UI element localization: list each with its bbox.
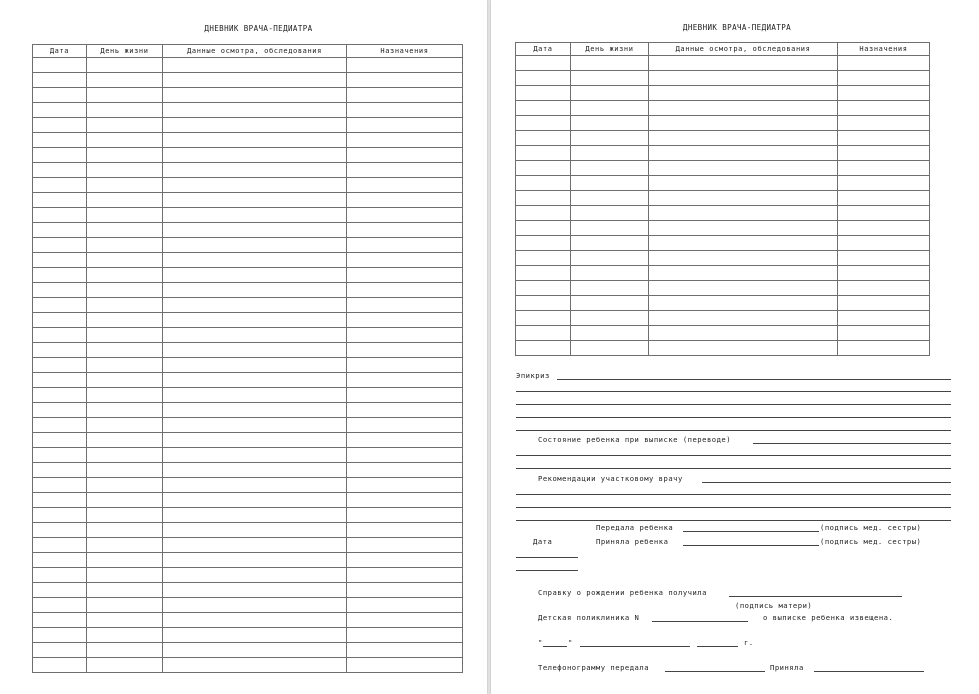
table-cell[interactable] (163, 598, 347, 613)
date-quote-close: " (568, 638, 573, 647)
table-row (33, 448, 463, 463)
table-cell[interactable] (33, 598, 87, 613)
recommendations-line[interactable] (702, 482, 951, 483)
table-cell[interactable] (163, 538, 347, 553)
table-cell[interactable] (87, 628, 163, 643)
table-cell[interactable] (163, 193, 347, 208)
table-cell[interactable] (347, 328, 463, 343)
table-cell[interactable] (163, 283, 347, 298)
table-cell[interactable] (163, 568, 347, 583)
date-quote-open: " (538, 638, 543, 647)
right-page-title: ДНЕВНИК ВРАЧА-ПЕДИАТРА (682, 23, 792, 32)
epicrisis-line[interactable] (516, 391, 951, 392)
table-cell[interactable] (33, 508, 87, 523)
table-cell[interactable] (347, 613, 463, 628)
table-cell[interactable] (347, 298, 463, 313)
table-row (33, 463, 463, 478)
table-cell[interactable] (33, 163, 87, 178)
discharge-state-line[interactable] (516, 455, 951, 456)
table-cell[interactable] (87, 133, 163, 148)
table-row (33, 493, 463, 508)
table-row (33, 208, 463, 223)
table-cell[interactable] (33, 538, 87, 553)
table-cell[interactable] (163, 163, 347, 178)
table-cell[interactable] (347, 358, 463, 373)
table-cell[interactable] (87, 163, 163, 178)
table-cell[interactable] (347, 58, 463, 73)
table-cell[interactable] (33, 328, 87, 343)
discharge-state-label: Состояние ребенка при выписке (переводе) (538, 435, 732, 444)
table-cell[interactable] (33, 433, 87, 448)
table-cell[interactable] (163, 253, 347, 268)
table-cell[interactable] (163, 328, 347, 343)
table-cell[interactable] (163, 88, 347, 103)
table-cell[interactable] (87, 358, 163, 373)
table-row (33, 358, 463, 373)
table-row (33, 478, 463, 493)
clinic-number-line[interactable] (652, 621, 748, 622)
accepted-label: Приняла (770, 663, 804, 672)
table-cell[interactable] (87, 208, 163, 223)
table-cell[interactable] (347, 583, 463, 598)
table-row (33, 73, 463, 88)
epicrisis-label: Эпикриз (516, 371, 550, 380)
table-cell[interactable] (347, 73, 463, 88)
table-cell[interactable] (163, 613, 347, 628)
table-cell[interactable] (87, 448, 163, 463)
table-cell[interactable] (347, 88, 463, 103)
table-row (33, 613, 463, 628)
table-cell[interactable] (347, 373, 463, 388)
left-diary-rows (33, 58, 463, 673)
table-cell[interactable] (347, 448, 463, 463)
table-cell[interactable] (87, 118, 163, 133)
table-row (33, 373, 463, 388)
handed-over-signature-line[interactable] (683, 531, 819, 532)
table-cell[interactable] (163, 508, 347, 523)
table-row (33, 148, 463, 163)
table-cell[interactable] (33, 553, 87, 568)
table-cell[interactable] (163, 343, 347, 358)
table-row (33, 223, 463, 238)
table-cell[interactable] (87, 58, 163, 73)
recommendations-line[interactable] (516, 507, 951, 508)
table-row (33, 283, 463, 298)
table-cell[interactable] (347, 463, 463, 478)
table-cell[interactable] (87, 238, 163, 253)
table-cell[interactable] (33, 628, 87, 643)
col-header-prescriptions: Назначения (347, 45, 463, 58)
date-line[interactable] (516, 557, 578, 558)
table-row (33, 343, 463, 358)
table-row (33, 598, 463, 613)
table-cell[interactable] (33, 208, 87, 223)
table-cell[interactable] (347, 658, 463, 673)
table-cell[interactable] (347, 418, 463, 433)
clinic-notified-text: о выписке ребенка извещена. (763, 613, 894, 622)
date-line[interactable] (516, 570, 578, 571)
table-cell[interactable] (163, 478, 347, 493)
telegram-sender-line[interactable] (665, 671, 765, 672)
nurse-signature-caption: (подпись мед. сестры) (820, 537, 922, 546)
table-row (33, 238, 463, 253)
table-cell[interactable] (347, 553, 463, 568)
table-cell[interactable] (87, 508, 163, 523)
table-cell[interactable] (33, 478, 87, 493)
table-row (33, 568, 463, 583)
table-cell[interactable] (33, 238, 87, 253)
table-cell[interactable] (87, 583, 163, 598)
table-cell[interactable] (87, 478, 163, 493)
table-cell[interactable] (347, 403, 463, 418)
table-cell[interactable] (87, 283, 163, 298)
table-cell[interactable] (347, 193, 463, 208)
table-cell[interactable] (163, 643, 347, 658)
table-cell[interactable] (33, 493, 87, 508)
table-row (33, 313, 463, 328)
table-cell[interactable] (347, 178, 463, 193)
table-row (33, 508, 463, 523)
table-cell[interactable] (33, 613, 87, 628)
table-row (33, 658, 463, 673)
table-cell[interactable] (163, 103, 347, 118)
table-cell[interactable] (33, 463, 87, 478)
table-cell[interactable] (163, 403, 347, 418)
mother-signature-caption: (подпись матери) (735, 601, 813, 610)
table-row (33, 193, 463, 208)
table-cell[interactable] (87, 223, 163, 238)
table-cell[interactable] (87, 613, 163, 628)
table-row (33, 403, 463, 418)
table-cell[interactable] (33, 313, 87, 328)
table-cell[interactable] (163, 208, 347, 223)
table-cell[interactable] (87, 403, 163, 418)
col-header-date: Дата (33, 45, 87, 58)
left-page (0, 0, 487, 694)
table-row (33, 628, 463, 643)
table-cell[interactable] (347, 433, 463, 448)
table-cell[interactable] (347, 103, 463, 118)
mother-signature-line[interactable] (729, 596, 902, 597)
table-cell[interactable] (87, 73, 163, 88)
table-cell[interactable] (87, 373, 163, 388)
table-cell[interactable] (347, 598, 463, 613)
table-cell[interactable] (33, 103, 87, 118)
table-cell[interactable] (163, 553, 347, 568)
table-cell[interactable] (87, 88, 163, 103)
table-cell[interactable] (33, 148, 87, 163)
epicrisis-line[interactable] (557, 379, 951, 380)
left-page-title: ДНЕВНИК ВРАЧА-ПЕДИАТРА (204, 24, 313, 33)
table-cell[interactable] (163, 133, 347, 148)
table-cell[interactable] (163, 268, 347, 283)
table-cell[interactable] (33, 223, 87, 238)
table-cell[interactable] (163, 433, 347, 448)
table-cell[interactable] (163, 223, 347, 238)
table-cell[interactable] (33, 403, 87, 418)
epicrisis-line[interactable] (516, 430, 951, 431)
table-header-row (33, 45, 463, 58)
recommendations-line[interactable] (516, 520, 951, 521)
table-cell[interactable] (163, 493, 347, 508)
table-row (33, 268, 463, 283)
table-cell[interactable] (87, 328, 163, 343)
table-cell[interactable] (347, 508, 463, 523)
col-header-date: Дата (516, 43, 571, 56)
col-header-exam-data: Данные осмотра, обследования (163, 45, 347, 58)
table-cell[interactable] (87, 523, 163, 538)
table-cell[interactable] (347, 628, 463, 643)
table-cell[interactable] (33, 193, 87, 208)
table-row (33, 523, 463, 538)
table-row (33, 433, 463, 448)
table-cell[interactable] (163, 148, 347, 163)
table-cell[interactable] (33, 358, 87, 373)
table-cell[interactable] (87, 148, 163, 163)
table-cell[interactable] (33, 88, 87, 103)
table-row (33, 583, 463, 598)
table-cell[interactable] (87, 493, 163, 508)
table-cell[interactable] (33, 643, 87, 658)
table-cell[interactable] (347, 388, 463, 403)
table-cell[interactable] (33, 268, 87, 283)
table-row (33, 418, 463, 433)
table-cell[interactable] (347, 493, 463, 508)
table-cell[interactable] (87, 658, 163, 673)
table-cell[interactable] (347, 343, 463, 358)
discharge-state-line[interactable] (516, 468, 951, 469)
year-line[interactable] (697, 646, 738, 647)
telegram-label: Телефонограмму передала (538, 663, 650, 672)
year-suffix: г. (744, 638, 754, 647)
table-row (33, 538, 463, 553)
table-cell[interactable] (347, 268, 463, 283)
table-cell[interactable] (87, 553, 163, 568)
epicrisis-line[interactable] (516, 417, 951, 418)
col-header-prescriptions: Назначения (838, 43, 930, 56)
table-row (33, 133, 463, 148)
table-cell[interactable] (87, 253, 163, 268)
table-cell[interactable] (33, 658, 87, 673)
table-cell[interactable] (33, 298, 87, 313)
table-cell[interactable] (163, 418, 347, 433)
table-row (33, 103, 463, 118)
table-cell[interactable] (347, 643, 463, 658)
table-cell[interactable] (87, 388, 163, 403)
table-cell[interactable] (163, 238, 347, 253)
table-cell[interactable] (347, 568, 463, 583)
table-cell[interactable] (87, 103, 163, 118)
table-row (33, 553, 463, 568)
table-row (33, 253, 463, 268)
table-cell[interactable] (163, 73, 347, 88)
recommendations-line[interactable] (516, 494, 951, 495)
table-cell[interactable] (33, 73, 87, 88)
col-header-exam-data: Данные осмотра, обследования (649, 43, 838, 56)
table-row (33, 178, 463, 193)
telegram-receiver-line[interactable] (814, 671, 924, 672)
table-cell[interactable] (33, 133, 87, 148)
table-cell[interactable] (33, 388, 87, 403)
table-cell[interactable] (163, 463, 347, 478)
table-row (33, 643, 463, 658)
col-header-day-of-life: День жизни (571, 43, 649, 56)
day-line[interactable] (543, 646, 567, 647)
table-cell[interactable] (163, 628, 347, 643)
table-cell[interactable] (163, 358, 347, 373)
table-cell[interactable] (347, 148, 463, 163)
date-label: Дата (533, 537, 553, 546)
table-cell[interactable] (347, 283, 463, 298)
table-cell[interactable] (33, 523, 87, 538)
table-row (33, 388, 463, 403)
table-row (33, 328, 463, 343)
right-page (491, 0, 979, 694)
table-cell[interactable] (347, 238, 463, 253)
epicrisis-line[interactable] (516, 404, 951, 405)
discharge-state-line[interactable] (753, 443, 951, 444)
table-cell[interactable] (163, 178, 347, 193)
table-row (33, 118, 463, 133)
table-cell[interactable] (347, 253, 463, 268)
table-cell[interactable] (33, 418, 87, 433)
table-cell[interactable] (163, 313, 347, 328)
table-cell[interactable] (163, 373, 347, 388)
table-cell[interactable] (87, 463, 163, 478)
month-line[interactable] (580, 646, 690, 647)
birth-certificate-label: Справку о рождении ребенка получила (538, 588, 707, 597)
table-cell[interactable] (33, 373, 87, 388)
discharge-form (491, 0, 979, 694)
table-cell[interactable] (87, 313, 163, 328)
table-cell[interactable] (347, 538, 463, 553)
table-cell[interactable] (163, 118, 347, 133)
received-signature-line[interactable] (683, 545, 819, 546)
table-cell[interactable] (33, 253, 87, 268)
table-cell[interactable] (33, 583, 87, 598)
table-cell[interactable] (87, 298, 163, 313)
received-label: Приняла ребенка (596, 537, 669, 546)
table-cell[interactable] (33, 568, 87, 583)
table-cell[interactable] (163, 523, 347, 538)
table-row (33, 88, 463, 103)
left-diary-table (32, 44, 463, 673)
col-header-day-of-life: День жизни (87, 45, 163, 58)
clinic-label: Детская поликлиника N (538, 613, 640, 622)
table-cell[interactable] (163, 448, 347, 463)
table-cell[interactable] (87, 538, 163, 553)
table-cell[interactable] (87, 433, 163, 448)
table-cell[interactable] (347, 478, 463, 493)
table-cell[interactable] (347, 163, 463, 178)
table-cell[interactable] (33, 58, 87, 73)
table-cell[interactable] (87, 643, 163, 658)
nurse-signature-caption: (подпись мед. сестры) (820, 523, 922, 532)
table-cell[interactable] (87, 598, 163, 613)
table-cell[interactable] (163, 658, 347, 673)
recommendations-label: Рекомендации участковому врачу (538, 474, 683, 483)
table-cell[interactable] (87, 178, 163, 193)
table-cell[interactable] (163, 388, 347, 403)
table-cell[interactable] (347, 223, 463, 238)
table-cell[interactable] (347, 133, 463, 148)
table-cell[interactable] (347, 208, 463, 223)
table-cell[interactable] (87, 568, 163, 583)
table-cell[interactable] (33, 118, 87, 133)
table-cell[interactable] (33, 283, 87, 298)
table-cell[interactable] (87, 343, 163, 358)
table-row (33, 58, 463, 73)
table-row (33, 163, 463, 178)
table-cell[interactable] (87, 418, 163, 433)
table-row (33, 298, 463, 313)
table-cell[interactable] (347, 523, 463, 538)
table-cell[interactable] (163, 298, 347, 313)
table-cell[interactable] (33, 178, 87, 193)
table-cell[interactable] (163, 583, 347, 598)
table-cell[interactable] (33, 343, 87, 358)
table-cell[interactable] (163, 58, 347, 73)
table-cell[interactable] (87, 268, 163, 283)
handed-over-label: Передала ребенка (596, 523, 674, 532)
table-cell[interactable] (33, 448, 87, 463)
table-cell[interactable] (347, 118, 463, 133)
table-cell[interactable] (347, 313, 463, 328)
table-cell[interactable] (87, 193, 163, 208)
